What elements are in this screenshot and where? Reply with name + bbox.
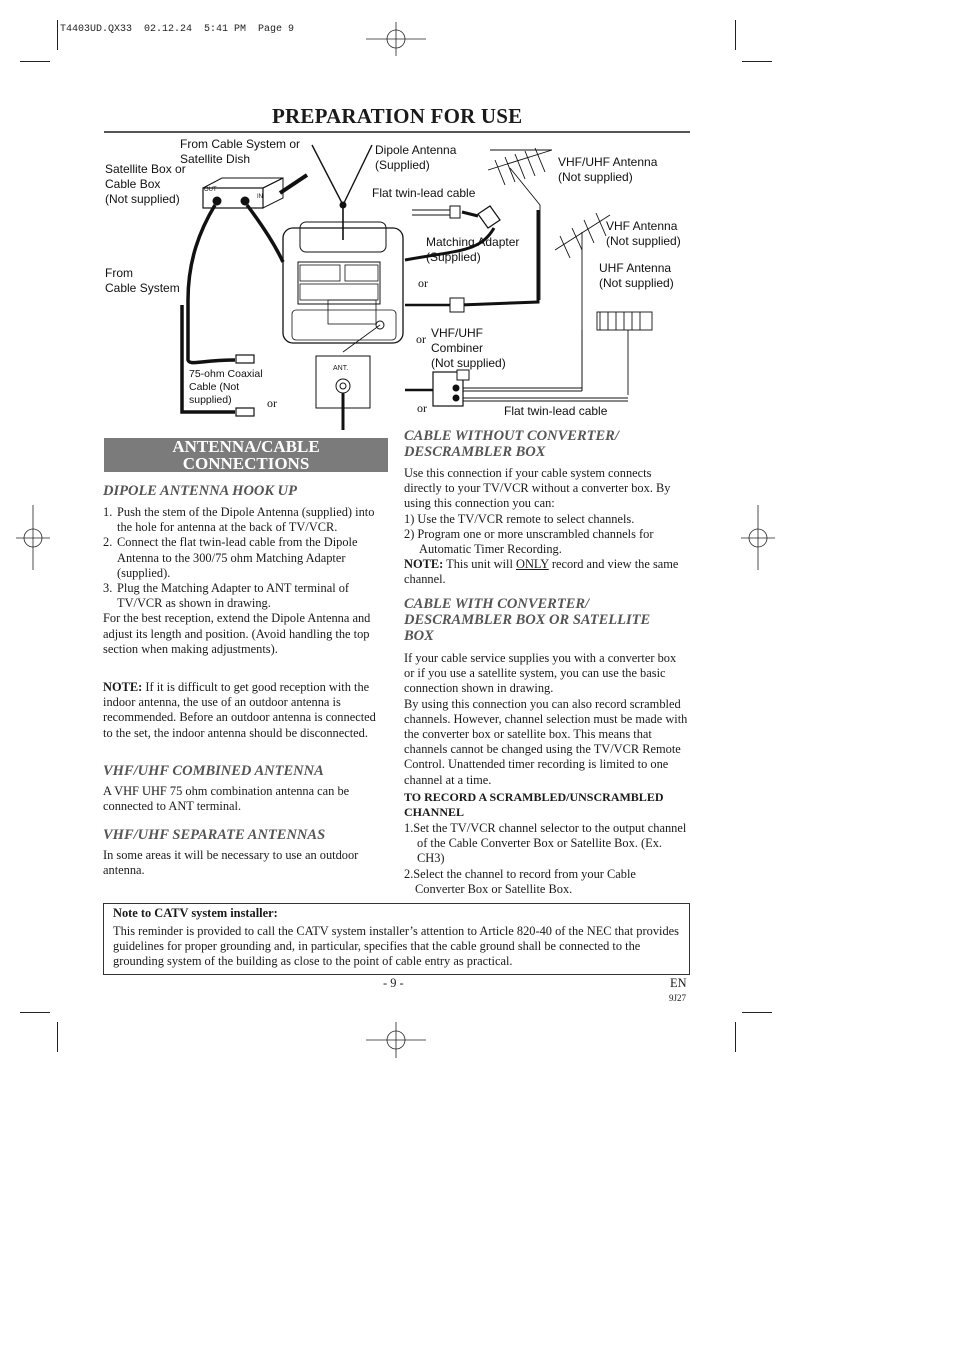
heading-no-converter: CABLE WITHOUT CONVERTER/ DESCRAMBLER BOX [404, 428, 619, 460]
label-uhf-antenna: UHF Antenna (Not supplied) [599, 261, 674, 290]
note-text: If it is difficult to get good reception with the indoor antenna, the use of an outdoor antenna is recommended. Before an outdoor antenna is connected to the set, the indoor antenna should be disconnected. [103, 680, 376, 740]
heading-combined: VHF/UHF COMBINED ANTENNA [103, 763, 324, 779]
list-item: 1.Set the TV/VCR channel selector to the output channel of the Cable Converter Box or Satellite Box. (Ex. CH3) [404, 821, 687, 866]
label-or-4: or [417, 401, 427, 415]
label-flat-twin-lead-top: Flat twin-lead cable [372, 186, 476, 200]
satellite-box-illustration [203, 178, 283, 208]
label-vhf-uhf-antenna: VHF/UHF Antenna (Not supplied) [558, 155, 658, 184]
dipole-paragraph: For the best reception, extend the Dipole Antenna and adjust its length and position. (Avoid handling the top section when making adjustments). [103, 611, 371, 656]
list-item: 1. Push the stem of the Dipole Antenna (supplied) into the hole for antenna at the back of TV/VCR. [103, 505, 375, 535]
label-vhf-uhf-combiner: VHF/UHF Combiner (Not supplied) [431, 326, 506, 370]
installer-note-title: Note to CATV system installer: [113, 906, 278, 920]
note-text: record and view the same channel. [404, 557, 679, 587]
vhf-uhf-antenna-illustration [488, 148, 552, 300]
label-from-cable-satellite: From Cable System or Satellite Dish [180, 137, 301, 166]
no-converter-text: Use this connection if your cable system connects directly to your TV/VCR without a converter box. By using this connection you can: [404, 466, 671, 511]
label-or-3: or [267, 396, 277, 410]
label-ant: ANT. [333, 365, 349, 372]
label-from-cable-system: From Cable System [105, 266, 180, 295]
tv-vcr-illustration [283, 222, 403, 343]
in-label: IN [257, 194, 263, 200]
separate-text: In some areas it will be necessary to use an outdoor antenna. [103, 848, 359, 878]
banner-title: ANTENNA/CABLE CONNECTIONS [172, 437, 320, 473]
note-text: This unit will [443, 557, 516, 572]
list-item: 2. Connect the flat twin-lead cable from the Dipole Antenna to the 300/75 ohm Matching Adapter (supplied). [103, 535, 358, 580]
list-item-text: Plug the Matching Adapter to ANT terminal of TV/VCR as shown in drawing. [117, 581, 350, 611]
label-satellite-box: Satellite Box or Cable Box (Not supplied) [105, 162, 186, 206]
installer-note-text: This reminder is provided to call the CATV system installer’s attention to Article 820-40 of the NEC that provides guidelines for proper grounding and, in particular, specifies that the cable ground shall be connected to the grounding system of the building as close to the point of cable entry as practical. [113, 924, 679, 969]
heading-with-converter: CABLE WITH CONVERTER/ DESCRAMBLER BOX OR SATELLITE BOX [404, 596, 651, 644]
list-item: 2.Select the channel to record from your Cable Converter Box or Satellite Box. [404, 866, 636, 896]
label-coaxial-cable: 75-ohm Coaxial Cable (Not supplied) [189, 368, 263, 406]
label-matching-adapter: Matching Adapter (Supplied) [426, 235, 520, 264]
with-converter-section [404, 651, 688, 788]
language-code: EN [670, 976, 687, 990]
page-title: PREPARATION FOR USE [272, 104, 523, 128]
label-or-2: or [416, 332, 426, 346]
list-item-text: Connect the flat twin-lead cable from the Dipole Antenna to the 300/75 ohm Matching Adapter (supplied). [117, 535, 358, 580]
heading-dipole: DIPOLE ANTENNA HOOK UP [103, 483, 298, 499]
list-item: 2) Program one or more unscrambled channels for Automatic Timer Recording. [404, 526, 654, 557]
page-number: - 9 - [383, 976, 404, 990]
no-converter-section [404, 466, 688, 588]
record-steps [404, 821, 688, 897]
section-banner [104, 438, 388, 472]
label-dipole-antenna: Dipole Antenna (Supplied) [375, 143, 457, 172]
installer-note-box [103, 903, 690, 975]
uhf-antenna-illustration [597, 312, 652, 395]
dipole-antenna-illustration [312, 145, 372, 240]
model-code: 9J27 [669, 993, 687, 1003]
label-flat-twin-lead-bottom: Flat twin-lead cable [504, 404, 608, 418]
dipole-steps [103, 505, 385, 657]
heading-separate: VHF/UHF SEPARATE ANTENNAS [103, 827, 326, 843]
label-or-1: or [418, 276, 428, 290]
out-label: OUT [204, 187, 217, 193]
label-vhf-antenna: VHF Antenna (Not supplied) [606, 219, 681, 248]
list-item-text: Push the stem of the Dipole Antenna (supplied) into the hole for antenna at the back of TV/VCR. [117, 505, 375, 535]
file-slug: T4403UD.QX33 02.12.24 5:41 PM Page 9 [60, 24, 295, 35]
list-item: 1) Use the TV/VCR remote to select channels. [404, 511, 635, 526]
combined-text: A VHF UHF 75 ohm combination antenna can be connected to ANT terminal. [103, 784, 350, 814]
with-converter-p2: By using this connection you can also record scrambled channels. However, channel selection must be made with the converter box or satellite box. This means that channels cannot be changed using the TV/VCR Remote Control. Unattended timer recording is limited to one channel at a time. [404, 696, 688, 787]
note-label: NOTE: [103, 680, 143, 694]
record-heading: TO RECORD A SCRAMBLED/UNSCRAMBLED CHANNEL [404, 790, 664, 820]
note-label: NOTE: [404, 557, 444, 572]
note-paragraph [103, 680, 387, 741]
note-emphasis: ONLY [516, 557, 549, 572]
with-converter-p1: If your cable service supplies you with a converter box or if you use a satellite system, you can use the basic connection shown in drawing. [404, 651, 677, 696]
list-item: 3. Plug the Matching Adapter to ANT terminal of TV/VCR as shown in drawing. [103, 581, 350, 611]
no-converter-note [404, 557, 688, 587]
